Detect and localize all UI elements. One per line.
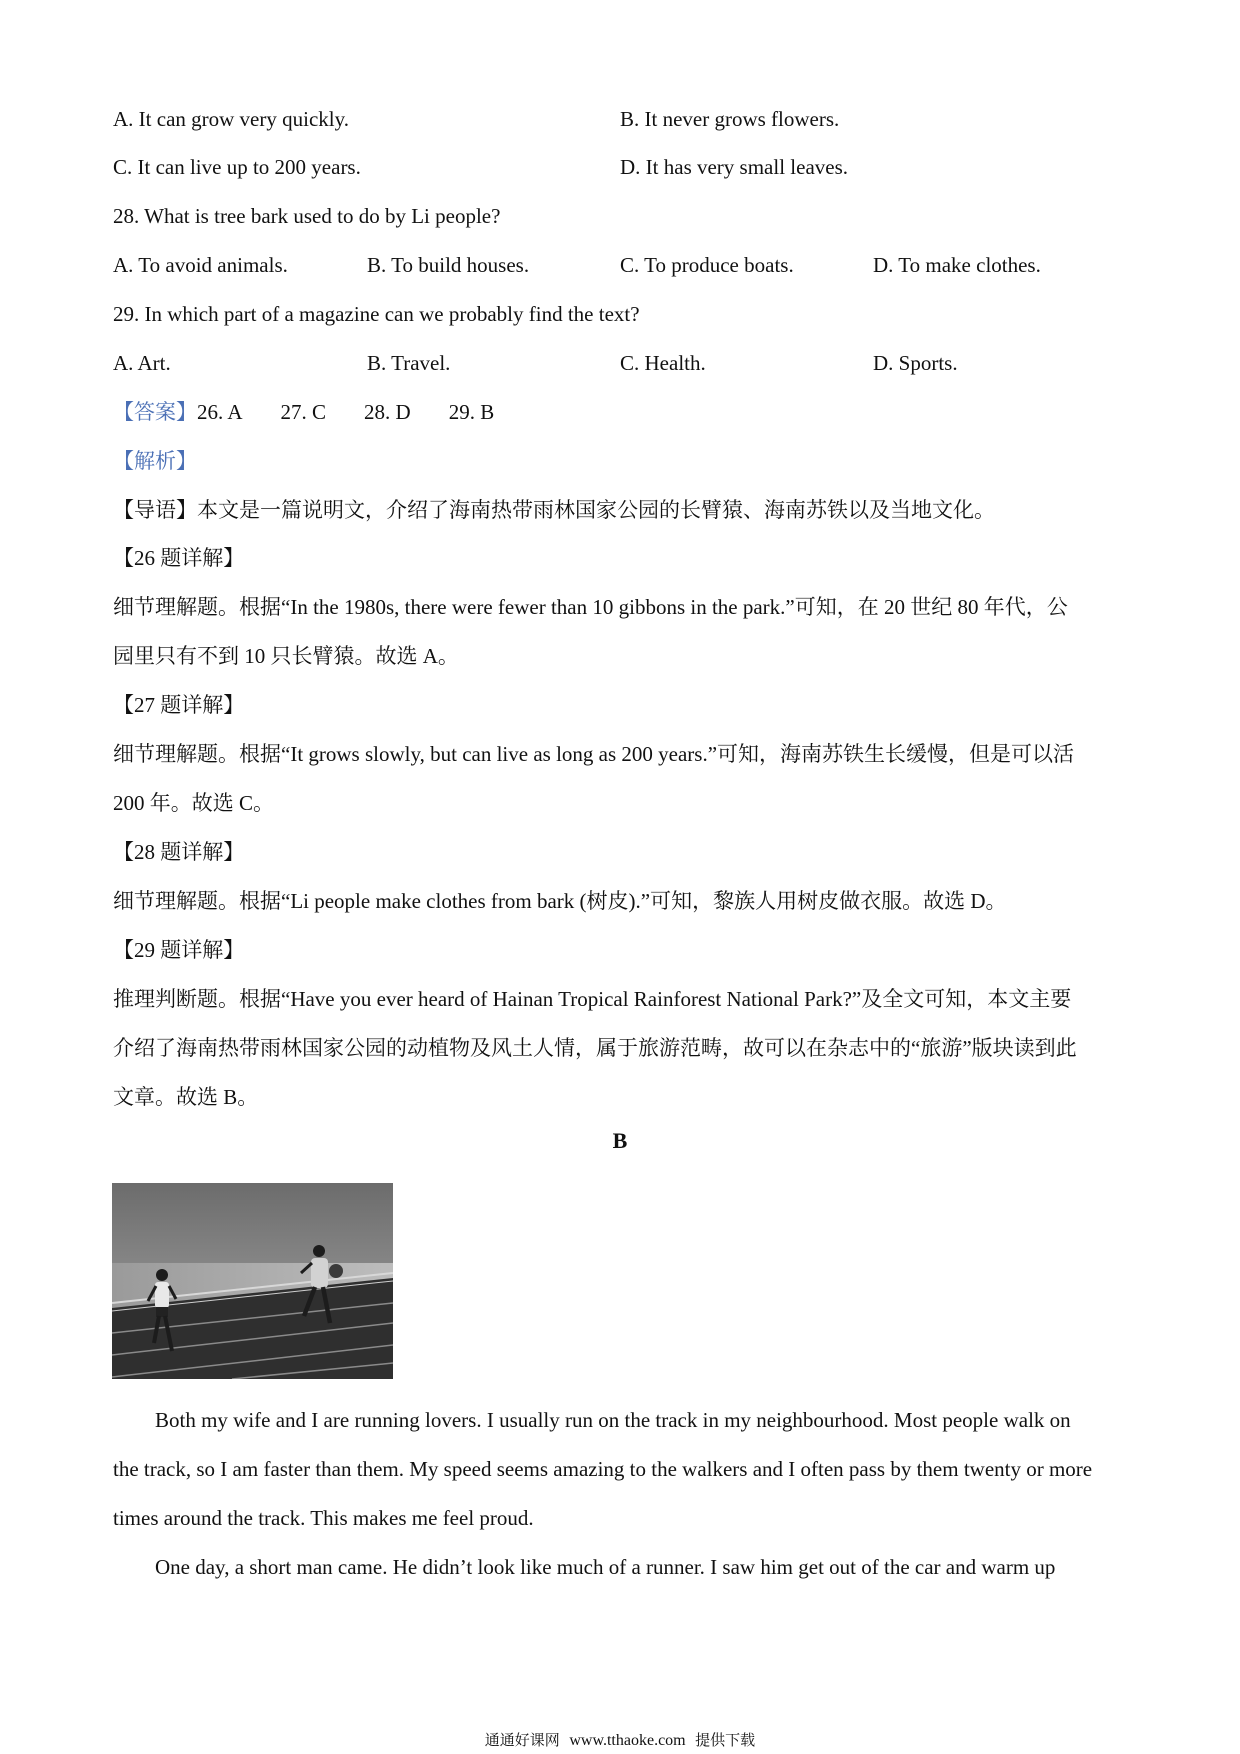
q28-option-b: B. To build houses.	[367, 253, 530, 277]
detail-26-line-1: 细节理解题。根据“In the 1980s, there were fewer than 10 gibbons in the park.”可知，在 20 世纪 80 年代，公	[113, 595, 1068, 619]
detail-27-title: 【27 题详解】	[113, 693, 245, 717]
q28-option-d: D. To make clothes.	[873, 253, 1041, 277]
q28-question: 28. What is tree bark used to do by Li people?	[113, 204, 501, 228]
detail-27-line-2: 200 年。故选 C。	[113, 791, 275, 815]
q27-option-d: D. It has very small leaves.	[620, 155, 849, 179]
q27-option-c: C. It can live up to 200 years.	[113, 155, 361, 179]
detail-29-title: 【29 题详解】	[113, 938, 245, 962]
detail-28-title: 【28 题详解】	[113, 840, 245, 864]
q29-option-b: B. Travel.	[367, 351, 451, 375]
detail-26-title: 【26 题详解】	[113, 546, 245, 570]
detail-28-line-1: 细节理解题。根据“Li people make clothes from bark (树皮).”可知，黎族人用树皮做衣服。故选 D。	[113, 889, 1007, 913]
intro-text: 【导语】本文是一篇说明文，介绍了海南热带雨林国家公园的长臂猿、海南苏铁以及当地文化。	[113, 498, 995, 522]
passage-p1-line-2: the track, so I am faster than them. My speed seems amazing to the walkers and I often pass by them twenty or more	[113, 1457, 1093, 1481]
answer-26: 26. A	[197, 400, 243, 424]
footer-suffix: 提供下载	[695, 1731, 756, 1749]
passage-p1-line-1: Both my wife and I are running lovers. I usually run on the track in my neighbourhood. Most people walk on	[155, 1408, 1071, 1432]
section-heading: B	[612, 1128, 628, 1153]
q29-option-c: C. Health.	[620, 351, 706, 375]
footer-site-name: 通通好课网	[484, 1731, 560, 1749]
q29-option-a: A. Art.	[113, 351, 171, 375]
detail-29-line-1: 推理判断题。根据“Have you ever heard of Hainan Tropical Rainforest National Park?”及全文可知，本文主要	[113, 987, 1072, 1011]
answer-28: 28. D	[364, 400, 411, 424]
detail-26-line-2: 园里只有不到 10 只长臂猿。故选 A。	[113, 644, 459, 668]
q28-option-c: C. To produce boats.	[620, 253, 794, 277]
q27-option-a: A. It can grow very quickly.	[113, 107, 349, 131]
detail-29-line-3: 文章。故选 B。	[113, 1085, 259, 1109]
q29-question: 29. In which part of a magazine can we probably find the text?	[113, 302, 640, 326]
answer-27: 27. C	[280, 400, 327, 424]
answer-29: 29. B	[448, 400, 495, 424]
footer-url[interactable]: www.tthaoke.com	[569, 1732, 686, 1749]
passage-p1-line-3: times around the track. This makes me feel proud.	[113, 1506, 534, 1530]
detail-27-line-1: 细节理解题。根据“It grows slowly, but can live as long as 200 years.”可知，海南苏铁生长缓慢，但是可以活	[113, 742, 1075, 766]
detail-29-line-2: 介绍了海南热带雨林国家公园的动植物及风土人情，属于旅游范畴，故可以在杂志中的“旅游”版块读到此	[113, 1036, 1077, 1060]
answer-label: 【答案】	[113, 400, 197, 424]
page-footer	[0, 1729, 1240, 1750]
passage-p2-line-1: One day, a short man came. He didn’t look like much of a runner. I saw him get out of the car and warm up	[155, 1555, 1056, 1579]
answer-line	[113, 397, 1133, 427]
q29-option-d: D. Sports.	[873, 351, 958, 375]
q27-option-b: B. It never grows flowers.	[620, 107, 840, 131]
runners-photo	[112, 1183, 393, 1379]
analysis-label: 【解析】	[113, 449, 197, 473]
q28-option-a: A. To avoid animals.	[113, 253, 288, 277]
